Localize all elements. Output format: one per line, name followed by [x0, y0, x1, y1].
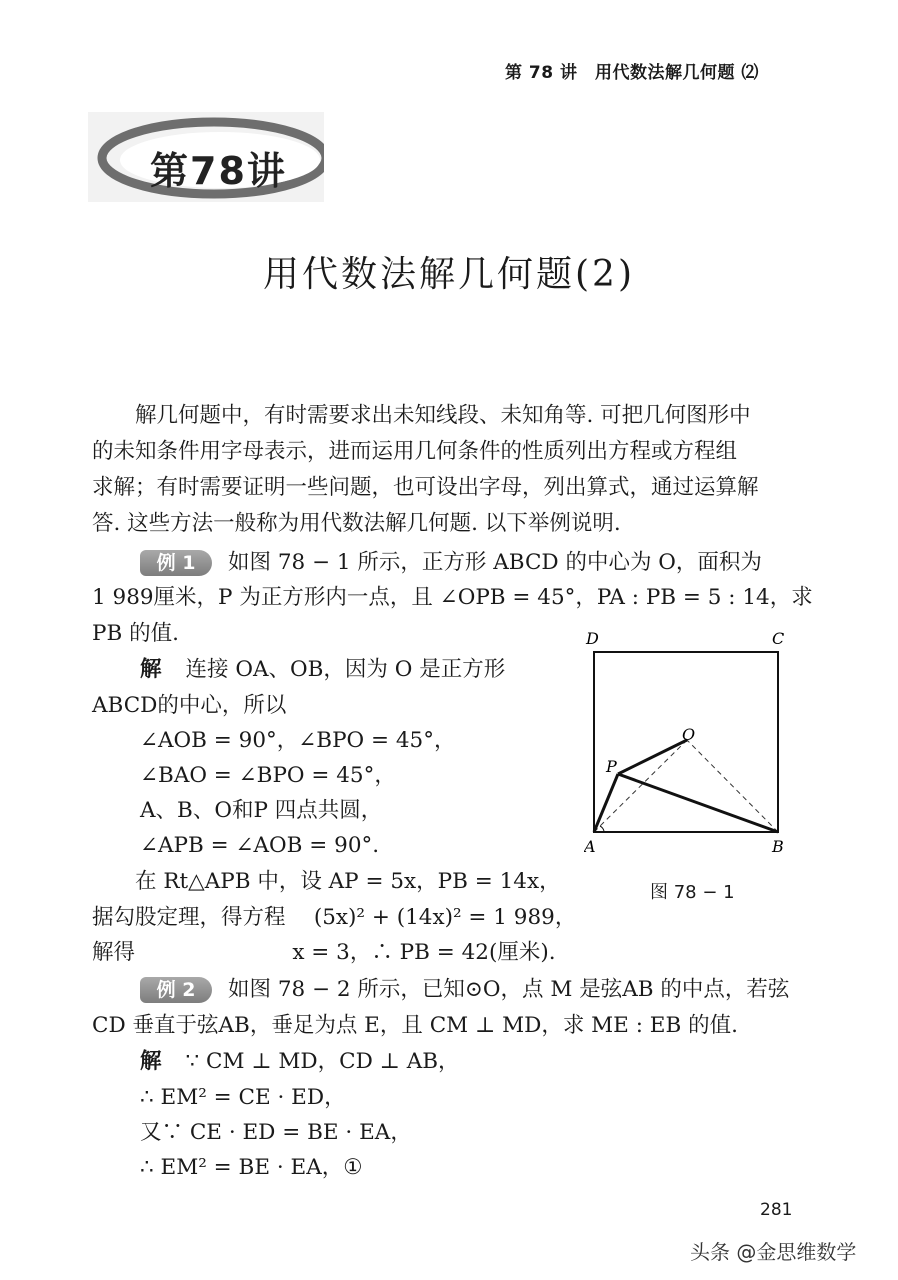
- example1-first-line: [140, 545, 762, 581]
- solution2-line: ∴ EM² = BE · EA，①: [140, 1155, 363, 1180]
- solution1-label: 解: [140, 657, 162, 682]
- solution1-line: ABCD的中心，所以: [92, 693, 287, 718]
- intro-line: 求解；有时需要证明一些问题，也可设出字母，列出算式，通过运算解: [92, 475, 759, 500]
- example2-badge: 例 2: [140, 977, 212, 1003]
- page-title: 用代数法解几何题(2): [263, 254, 635, 295]
- solution1-line: 据勾股定理，得方程 (5x)² + (14x)² = 1 989，: [92, 905, 577, 930]
- solution1-line: A、B、O和P 四点共圆，: [140, 798, 383, 823]
- solution1-line: ∠AOB = 90°，∠BPO = 45°，: [140, 728, 456, 753]
- label-B: B: [772, 837, 784, 856]
- page-number: 281: [760, 1200, 793, 1220]
- running-head: 第 78 讲 用代数法解几何题 ⑵: [505, 63, 759, 83]
- solution2-line: 又∵ CE · ED = BE · EA，: [140, 1120, 412, 1145]
- solution2-text: ∵ CM ⊥ MD，CD ⊥ AB，: [185, 1049, 460, 1074]
- square-diagram: [584, 626, 794, 858]
- example1-line: PB 的值.: [92, 621, 179, 646]
- watermark: 头条 @金思维数学: [690, 1240, 857, 1264]
- solution1-line: ∠BAO = ∠BPO = 45°，: [140, 763, 396, 788]
- intro-line: 答. 这些方法一般称为用代数法解几何题. 以下举例说明.: [92, 511, 621, 536]
- solution1-text: 连接 OA、OB，因为 O 是正方形: [185, 657, 506, 682]
- intro-line: 的未知条件用字母表示，进而运用几何条件的性质列出方程或方程组: [92, 439, 738, 464]
- label-P: P: [606, 757, 617, 776]
- example2-first-line: [140, 972, 789, 1008]
- example2-line: CD 垂直于弦AB，垂足为点 E，且 CM ⊥ MD，求 ME : EB 的值.: [92, 1013, 738, 1038]
- example1-line: 1 989厘米，P 为正方形内一点，且 ∠OPB = 45°，PA : PB = 5 : 14，求: [92, 585, 813, 610]
- example1-text: 如图 78 − 1 所示，正方形 ABCD 的中心为 O，面积为: [228, 550, 762, 575]
- solution1-line: 在 Rt△APB 中，设 AP = 5x，PB = 14x，: [92, 869, 561, 894]
- figure-caption: 图 78 − 1: [650, 882, 735, 903]
- solution1-first-line: [140, 652, 505, 688]
- example1-badge: 例 1: [140, 550, 212, 576]
- solution1-line: ∠APB = ∠AOB = 90°.: [140, 833, 380, 858]
- example2-text: 如图 78 − 2 所示，已知⊙O，点 M 是弦AB 的中点，若弦: [228, 977, 790, 1002]
- label-O: O: [682, 725, 696, 744]
- solution2-first-line: [140, 1044, 460, 1080]
- label-A: A: [584, 837, 596, 856]
- label-D: D: [586, 629, 599, 648]
- chapter-number: 第78讲: [150, 149, 287, 193]
- label-C: C: [772, 629, 785, 648]
- solution2-line: ∴ EM² = CE · ED，: [140, 1085, 346, 1110]
- intro-line: 解几何题中，有时需要求出未知线段、未知角等. 可把几何图形中: [92, 403, 751, 428]
- solution2-label: 解: [140, 1049, 162, 1074]
- solution1-line: 解得 x = 3，∴ PB = 42(厘米).: [92, 940, 556, 965]
- figure-78-1: [584, 626, 794, 858]
